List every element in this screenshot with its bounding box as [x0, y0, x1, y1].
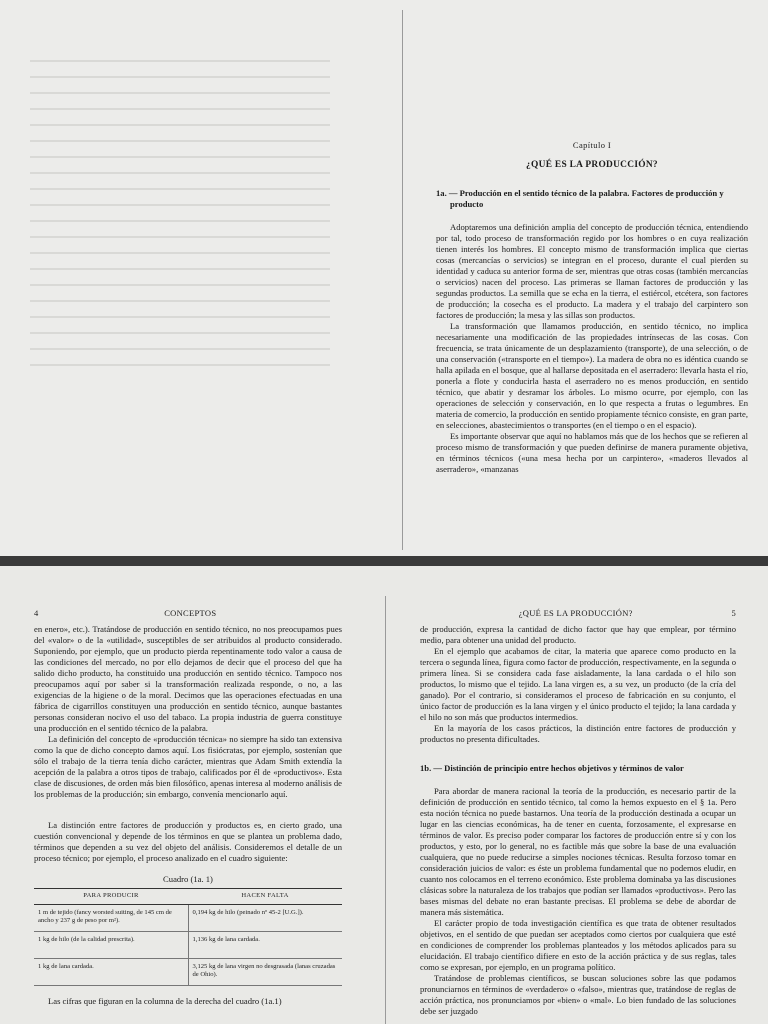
paragraph: Adoptaremos una definición amplia del concepto de producción técnica, entendiendo por tal, todo proceso de transformación regido por los hombres o en cuya realización tienen interés los hombres. El concepto mismo de transformación implica que ciertas cosas (mercancías o servicios) se integran en el proceso, durante el cual pierden su identidad y caduca su anterior forma de ser, mientras que otras cosas (también mercancías o servicios) nacen del proceso. Las primeras se llaman factores de producción y las segundas productos. La semilla que se echa en la tierra, el estiércol, etcétera, son factores de producción; la cosecha es el producto. La madera y el trabajo del carpintero son factores de producción; la mesa y las sillas son productos. [436, 222, 748, 320]
table-header: PARA PRODUCIR [34, 889, 188, 905]
table-cell: 1 kg de lana cardada. [34, 958, 188, 985]
paragraph: Tratándose de problemas científicos, se buscan soluciones sobre las que podamos pronunciarnos en términos de «verdadero» o «falso», mientras que, tratándose de reglas de acción práctica, nos pronunciamos por «bien» o «mal». Lo bien fundado de las soluciones debe ser juzgado [420, 973, 736, 1016]
paragraph: La definición del concepto de «producción técnica» no siempre ha sido tan extensiva como la que de dicho concepto damos aquí. Los fisiócratas, por ejemplo, sostenían que sólo el trabajo de la tierra tenía dicho carácter, mientras que Adam Smith extendía la acepción de la palabra a otros tipos de trabajo, calificados por él de «productivos». Esta clase de discusiones, de orden más bien filosófico, apenas interesa al moderno análisis de los problemas de la producción; sin embargo, convenía mencionarlo aquí. [34, 734, 342, 799]
paragraph: en enero», etc.). Tratándose de producción en sentido técnico, no nos preocupamos pues del «valor» o de la «utilidad», susceptibles de ser atribuidos al producto considerado. Suponiendo, por ejemplo, que un producto pierda repentinamente todo valor a causa de las condiciones del mercado, no por ello dejamos de decir que el proceso del que ha salido dicho producto, ha constituido una producción en sentido técnico. Tampoco nos preocupamos aquí por saber si la transformación realizada responde, o no, a las exigencias de la higiene o de la moral. Decimos que las operaciones efectuadas en una fábrica de cigarrillos constituyen una producción en sentido técnico, aunque bastantes personas consideran nocivo el uso del tabaco. La propia industria de guerra constituye una producción en el sentido técnico de la palabra. [34, 624, 342, 733]
page-number: 5 [731, 608, 736, 618]
page-spine [402, 10, 403, 550]
table-row [34, 931, 342, 958]
page-chapter-1 [436, 140, 748, 475]
page-5 [420, 608, 736, 1017]
table-caption: Cuadro (1a. 1) [163, 874, 213, 884]
table-cell: 1 kg de hilo (de la calidad prescrita). [34, 931, 188, 958]
table-row [34, 904, 342, 931]
page-4 [34, 608, 342, 1007]
data-table [34, 888, 342, 986]
page-number: 4 [34, 608, 39, 618]
running-head-title: CONCEPTOS [164, 608, 217, 618]
section-heading-1a: 1a. — Producción en el sentido técnico de la palabra. Factores de producción y producto [436, 188, 724, 209]
paragraph: El carácter propio de toda investigación científica es que trata de obtener resultados objetivos, en el sentido de que puedan ser aceptados como ciertos por cualquiera que esté en condiciones de comprender los problemas planteados y los métodos aplicados para su elucidación. El trabajo científico difiere en esto de la acción práctica y de sus reglas, tales como se expresan, por ejemplo, en un programa político. [420, 918, 736, 972]
chapter-label: Capítulo I [572, 140, 612, 150]
paragraph: de producción, expresa la cantidad de dicho factor que hay que emplear, por término medio, para obtener una unidad del producto. [420, 624, 736, 645]
page-spine [385, 596, 386, 1024]
faded-left-page [30, 60, 330, 380]
bottom-scan-sheet [0, 566, 768, 1024]
paragraph: En el ejemplo que acabamos de citar, la materia que aparece como producto en la tercera o segunda línea, figura como factor de producción, respectivamente, en la segunda o primera línea. Si se considera cada fase aisladamente, la lana cardada o el hilo son productos, lo mismo que el tejido. La lana virgen es, a su vez, un producto (de la cría del ganado). Por el contrario, si consideramos el proceso de fabricación en su conjunto, el único factor de producción es la lana virgen y el único producto el tejido; la lana cardada y el hilo no son más que productos intermedios. [420, 646, 736, 722]
table-cell: 3,125 kg de lana virgen no desgrasada (lanas cruzadas de Ohio). [188, 958, 342, 985]
paragraph: La distinción entre factores de producción y productos es, en cierto grado, una cuestión convencional y depende de los términos en que se plantea un problema dado, términos que dependen a su vez del objeto del análisis. Consideremos el detalle de un proceso técnico; por ejemplo, el proceso analizado en el cuadro siguiente: [34, 820, 342, 863]
running-head-title: ¿QUÉ ES LA PRODUCCIÓN? [518, 608, 633, 618]
paragraph: La transformación que llamamos producción, en sentido técnico, no implica necesariamente una modificación de las propiedades intrínsecas de las cosas. Con frecuencia, se trata únicamente de un desplazamiento (transporte), de una selección, o de una conservación («transporte en el tiempo»). La madera de obra no es idéntica cuando se halla apilada en el bosque, que al hallarse depositada en el aserradero: llevarla hasta el río, ponerla a flote y conducirla hasta el aserradero no es menos producción, en sentido técnico, que abatir y desramar los árboles. Lo mismo ocurre, por ejemplo, con las operaciones de selección y conservación, en lo que respecta a frutas o legumbres. En materia de comercio, la producción en sentido propiamente técnico consiste, en gran parte, en selecciones, abastecimientos o transportes (en el tiempo o en el espacio). [436, 321, 748, 430]
table-header: HACEN FALTA [188, 889, 342, 905]
table-row [34, 958, 342, 985]
table-cell: 1 m de tejido (fancy worsted suiting, de 145 cm de ancho y 237 g de peso por m²). [34, 904, 188, 931]
running-header [34, 608, 342, 618]
section-heading-1b: 1b. — Distinción de principio entre hechos objetivos y términos de valor [420, 763, 684, 773]
paragraph: Es importante observar que aquí no hablamos más que de los hechos que se refieren al proceso mismo de transformación y que pueden definirse de manera puramente objetiva, en términos técnicos («una mesa hecha por un carpintero», «maderos llevados al aserradero», «manzanas [436, 431, 748, 474]
table-cell: 0,194 kg de hilo (peinado nº 45-2 [U.G.]). [188, 904, 342, 931]
paragraph: Para abordar de manera racional la teoría de la producción, es necesario partir de la definición de producción en sentido técnico, tal como la hemos expuesto en el § 1a. Pero esta noción técnica no puede bastarnos. Una teoría de la producción destinada a ocupar un lugar en las ciencias económicas, ha de tener en cuenta, forzosamente, el expresarse en términos de valor. Es preciso poder comparar los factores de producción entre sí y con los productos, y esto, por lo general, no es factible más que sobre la base de una evaluación cualquiera, que no puede reducirse a simples nociones técnicas. Resulta forzoso tomar en consideración juicios de valor: es éste un problema fundamental que no podemos eludir, en cuanto nos colocamos en el terreno económico. Este problema dominaba ya las discusiones clásicas sobre la naturaleza de los trabajos que podían ser llamados «productivos». Pero las bases mismas del debate no eran bastante precisas. El problema se debe de abordar de manera más sistemática. [420, 786, 736, 917]
chapter-title: ¿QUÉ ES LA PRODUCCIÓN? [526, 160, 658, 170]
paragraph: Las cifras que figuran en la columna de la derecha del cuadro (1a.1) [48, 995, 282, 1006]
table-cell: 1,136 kg de lana cardada. [188, 931, 342, 958]
running-header [420, 608, 736, 618]
paragraph: En la mayoría de los casos prácticos, la distinción entre factores de producción y productos no presenta dificultades. [420, 723, 736, 744]
